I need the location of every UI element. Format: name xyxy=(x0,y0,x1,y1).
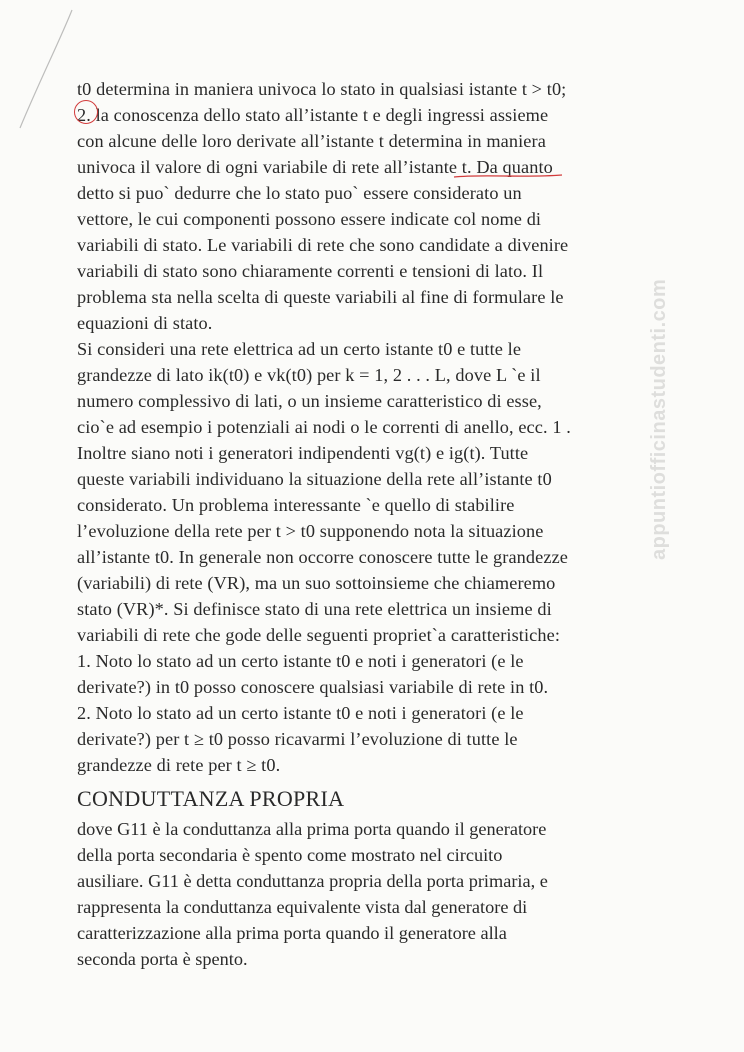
text-line: rappresenta la conduttanza equivalente vista dal generatore di xyxy=(77,897,528,917)
text-line: equazioni di stato. xyxy=(77,313,213,333)
text-line: variabili di stato sono chiaramente correnti e tensioni di lato. Il xyxy=(77,261,544,281)
text-line: grandezze di rete per t ≥ t0. xyxy=(77,755,281,775)
section-heading: CONDUTTANZA PROPRIA xyxy=(77,786,345,811)
text-line: ausiliare. G11 è detta conduttanza propria della porta primaria, e xyxy=(77,871,548,891)
watermark-text: appuntiofficinastudenti.com xyxy=(648,278,670,560)
text-line: t0 determina in maniera univoca lo stato in qualsiasi istante t > t0; xyxy=(77,79,567,99)
handwritten-circle-mark xyxy=(74,100,98,124)
text-line: stato (VR)*. Si definisce stato di una rete elettrica un insieme di xyxy=(77,599,552,619)
text-line: queste variabili individuano la situazione della rete all’istante t0 xyxy=(77,469,552,489)
text-line: all’istante t0. In generale non occorre conoscere tutte le grandezze xyxy=(77,547,569,567)
text-line: 2. la conoscenza dello stato all’istante t e degli ingressi assieme xyxy=(77,105,549,125)
text-line: variabili di rete che gode delle seguenti propriet`a caratteristiche: xyxy=(77,625,561,645)
text-line: numero complessivo di lati, o un insieme caratteristico di esse, xyxy=(77,391,542,411)
handwritten-underline-mark xyxy=(453,173,563,179)
text-line: (variabili) di rete (VR), ma un suo sottoinsieme che chiameremo xyxy=(77,573,556,593)
text-line: seconda porta è spento. xyxy=(77,949,248,969)
text-line: variabili di stato. Le variabili di rete che sono candidate a divenire xyxy=(77,235,569,255)
text-line: l’evoluzione della rete per t > t0 supponendo nota la situazione xyxy=(77,521,544,541)
text-line: 2. Noto lo stato ad un certo istante t0 e noti i generatori (e le xyxy=(77,703,524,723)
text-line: univoca il valore di ogni variabile di rete all’istante t. Da quanto xyxy=(77,157,553,177)
text-line: dove G11 è la conduttanza alla prima porta quando il generatore xyxy=(77,819,547,839)
text-line: derivate?) in t0 posso conoscere qualsiasi variabile di rete in t0. xyxy=(77,677,549,697)
text-line: cio`e ad esempio i potenziali ai nodi o le correnti di anello, ecc. 1 . xyxy=(77,417,571,437)
text-line: della porta secondaria è spento come mostrato nel circuito xyxy=(77,845,503,865)
text-line: 1. Noto lo stato ad un certo istante t0 e noti i generatori (e le xyxy=(77,651,524,671)
text-line: caratterizzazione alla prima porta quando il generatore alla xyxy=(77,923,507,943)
body-text xyxy=(77,76,697,778)
section-text xyxy=(77,816,697,972)
text-line: derivate?) per t ≥ t0 posso ricavarmi l’evoluzione di tutte le xyxy=(77,729,518,749)
text-line: Si consideri una rete elettrica ad un certo istante t0 e tutte le xyxy=(77,339,522,359)
text-line: detto si puo` dedurre che lo stato puo` essere considerato un xyxy=(77,183,522,203)
text-line: vettore, le cui componenti possono essere indicate col nome di xyxy=(77,209,542,229)
text-line: problema sta nella scelta di queste variabili al fine di formulare le xyxy=(77,287,564,307)
text-line: Inoltre siano noti i generatori indipendenti vg(t) e ig(t). Tutte xyxy=(77,443,529,463)
text-line: con alcune delle loro derivate all’istante t determina in maniera xyxy=(77,131,546,151)
text-line: considerato. Un problema interessante `e quello di stabilire xyxy=(77,495,515,515)
text-line: grandezze di lato ik(t0) e vk(t0) per k = 1, 2 . . . L, dove L `e il xyxy=(77,365,541,385)
